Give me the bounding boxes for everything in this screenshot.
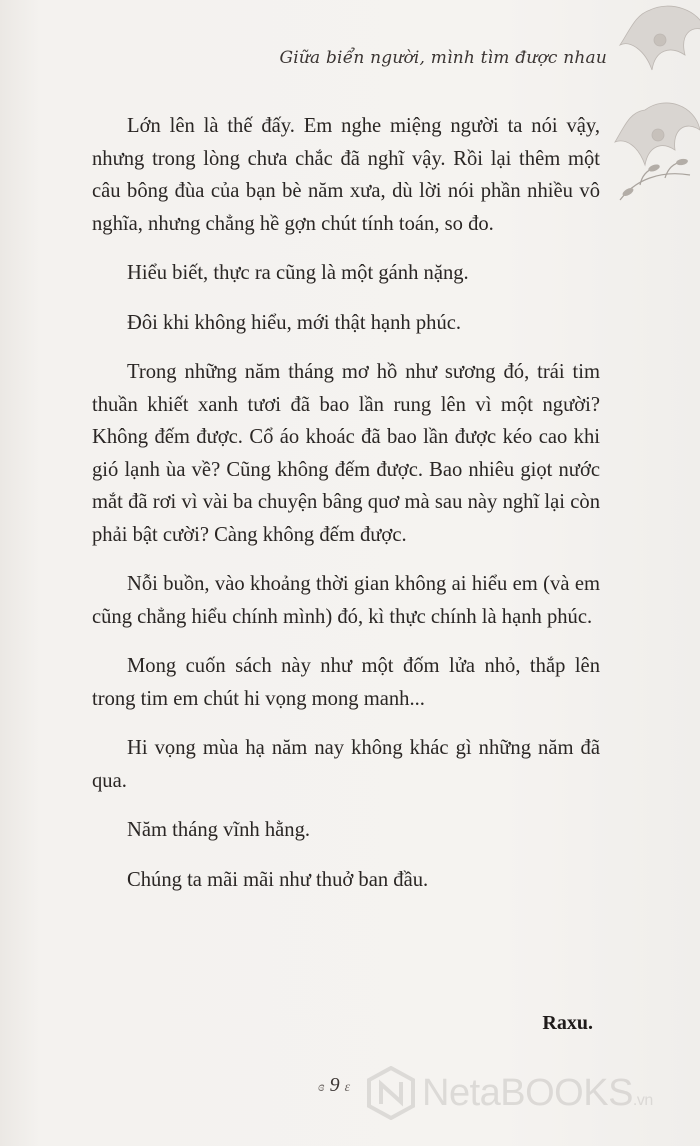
ornament-right-icon: ɛ [344, 1080, 351, 1095]
paragraph: Nỗi buồn, vào khoảng thời gian không ai hiểu em (và em cũng chẳng hiểu chính mình) đó, kì thực chính là hạnh phúc. [92, 573, 600, 628]
paragraph: Năm tháng vĩnh hằng. [127, 819, 311, 841]
page-number-value: 9 [329, 1074, 340, 1096]
watermark [366, 1066, 653, 1120]
paragraph: Mong cuốn sách này như một đốm lửa nhỏ, thắp lên trong tim em chút hi vọng mong manh... [92, 655, 600, 710]
page-body [92, 110, 600, 913]
netabooks-logo-icon [366, 1066, 416, 1120]
watermark-brand: NetaBOOKS [422, 1071, 633, 1114]
paragraph: Đôi khi không hiểu, mới thật hạnh phúc. [127, 311, 462, 334]
ornament-left-icon: ɞ [318, 1080, 325, 1095]
watermark-text [422, 1072, 653, 1115]
watermark-suffix: .vn [632, 1091, 653, 1109]
floral-ornament [590, 0, 700, 240]
paragraph: Lớn lên là thế đấy. Em nghe miệng người ta nói vậy, nhưng trong lòng chưa chắc đã nghĩ vậy. Rồi lại thêm một câu bông đùa của bạn bè năm xưa, dù lời nói phần nhiều vô nghĩa, nhưng chẳng hề gợn chút tính toán, so đo. [92, 115, 600, 235]
author-signature: Raxu. [542, 1012, 593, 1034]
paragraph: Chúng ta mãi mãi như thuở ban đầu. [127, 868, 429, 891]
paragraph: Hiểu biết, thực ra cũng là một gánh nặng. [127, 262, 469, 284]
paragraph: Trong những năm tháng mơ hồ như sương đó, trái tim thuần khiết xanh tươi đã bao lần rung lên vì một người? Không đếm được. Cổ áo khoác đã bao lần được kéo cao khi gió lạnh ùa về? Cũng không đếm được. Bao nhiêu giọt nước mắt đã rơi vì vài ba chuyện bâng quơ mà sau này nghĩ lại còn phải bật cười? Càng không đếm được. [92, 361, 600, 546]
paragraph: Hi vọng mùa hạ năm nay không khác gì những năm đã qua. [92, 737, 600, 792]
page-number [318, 1074, 350, 1097]
running-header: Giữa biển người, mình tìm được nhau [279, 48, 607, 68]
